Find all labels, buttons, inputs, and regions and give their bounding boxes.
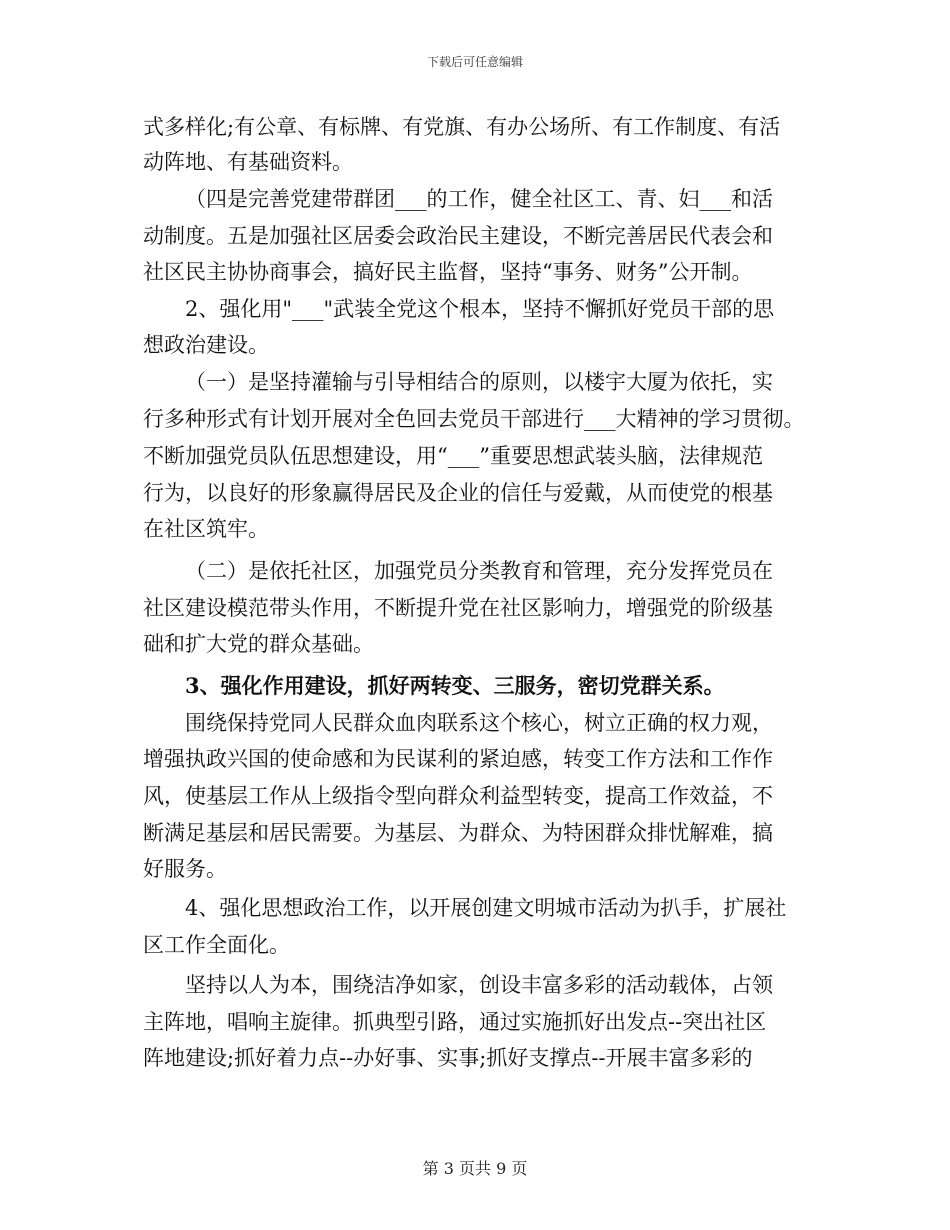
text-line: 主阵地，唱响主旋律。抓典型引路，通过实施抓好出发点--突出社区 [143,1010,767,1034]
text-line: 2、强化用"___"武装全党这个根本，坚持不懈抓好党员干部的思 [185,297,775,321]
text-line: 式多样化;有公章、有标牌、有党旗、有办公场所、有工作制度、有活 [143,115,781,139]
text-line: （二）是依托社区，加强党员分类教育和管理，充分发挥党员在 [185,559,773,583]
text-line: （四是完善党建带群团___的工作，健全社区工、青、妇___和活 [185,187,773,211]
page-footer: 第 3 页共 9 页 [422,1159,528,1178]
text-line: 动制度。五是加强社区居委会政治民主建设，不断完善居民代表会和 [143,224,773,248]
text-line: 社区民主协协商事会，搞好民主监督，坚持“事务、财务”公开制。 [143,260,753,284]
text-line: 增强执政兴国的使命感和为民谋利的紧迫感，转变工作方法和工作作 [143,747,773,771]
text-line: 阵地建设;抓好着力点--办好事、实事;抓好支撑点--开展丰富多彩的 [143,1046,753,1070]
page-header: 下载后可任意编辑 [426,55,523,69]
text-line: 础和扩大党的群众基础。 [143,632,374,656]
text-line: 风，使基层工作从上级指令型向群众利益型转变，提高工作效益，不 [143,784,773,808]
text-line: 围绕保持党同人民群众血肉联系这个核心，树立正确的权力观， [185,711,773,735]
text-line: 行多种形式有计划开展对全色回去党员干部进行___大精神的学习贯彻。 [143,407,805,431]
text-line: 断满足基层和居民需要。为基层、为群众、为特困群众排忧解难，搞 [143,821,773,845]
section-heading: 3、强化作用建设，抓好两转变、三服务，密切党群关系。 [185,673,725,698]
text-line: （一）是坚持灌输与引导相结合的原则，以楼宇大厦为依托，实 [185,370,773,394]
text-line: 坚持以人为本，围绕洁净如家，创设丰富多彩的活动载体，占领 [185,973,773,997]
text-line: 想政治建设。 [143,333,269,357]
text-line: 社区建设模范带头作用，不断提升党在社区影响力，增强党的阶级基 [143,596,773,620]
text-line: 动阵地、有基础资料。 [143,150,353,174]
text-line: 区工作全面化。 [143,933,290,957]
text-line: 好服务。 [143,857,227,881]
text-line: 在社区筑牢。 [143,517,269,541]
text-line: 4、强化思想政治工作，以开展创建文明城市活动为扒手，扩展社 [185,896,787,920]
text-line: 不断加强党员队伍思想建设，用“___”重要思想武装头脑，法律规范 [143,444,763,468]
text-line: 行为，以良好的形象赢得居民及企业的信任与爱戴，从而使党的根基 [143,481,773,505]
